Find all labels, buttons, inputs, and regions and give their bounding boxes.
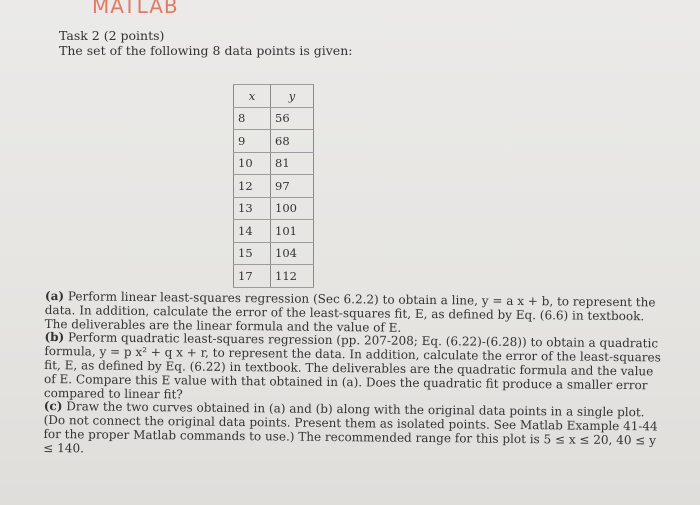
part-c-label: (c): [43, 399, 63, 414]
part-a-text: Perform linear least-squares regression (Sec 6.2.2) to obtain a line, y = a x + b, to represent the data. In addition, calculate the error of the least-squares fit, E, as defined by Eq. (6.6) in textbook. The deliverables are the linear formula and the value of E.: [44, 289, 656, 335]
table-row: [234, 220, 314, 243]
table-cell-x: 12: [234, 175, 271, 198]
table-cell-y: 81: [271, 152, 314, 175]
table-cell-y: 101: [271, 220, 314, 243]
table-cell-y: 97: [271, 175, 314, 198]
part-a-label: (a): [44, 289, 65, 304]
table-row: [234, 130, 314, 153]
table-cell-y: 100: [271, 197, 314, 220]
table-cell-x: 15: [234, 242, 271, 265]
data-table: [233, 84, 314, 288]
table-cell-x: 14: [234, 220, 271, 243]
part-c: [43, 400, 664, 462]
table-row: [234, 242, 314, 265]
table-row: [234, 197, 314, 220]
table-cell-y: 56: [271, 107, 314, 130]
part-b-text: Perform quadratic least-squares regression (pp. 207-208; Eq. (6.22)-(6.28)) to obtain a quadratic formula, y = p x² + q x + r, to represent the data. In addition, calculate the error of the least-squares fit, E, as defined by Eq. (6.22) in textbook. The deliverables are the quadratic formula and the value of E. Compare this E value with that obtained in (a). Does the quadratic fit produce a smaller error compared to linear fit?: [43, 330, 661, 402]
task-heading: Task 2 (2 points): [59, 28, 165, 43]
table-cell-x: 13: [234, 197, 271, 220]
table-cell-x: 10: [234, 152, 271, 175]
task-intro: The set of the following 8 data points is given:: [59, 43, 353, 58]
part-c-text: Draw the two curves obtained in (a) and (b) along with the original data points in a single plot. (Do not connect the original data points. Present them as isolated points. See Matlab Example 41-44 for the proper Matlab commands to use.) The recommended range for this plot is 5 ≤ x ≤ 20, 40 ≤ y ≤ 140.: [43, 399, 658, 456]
table-row: [234, 152, 314, 175]
handwritten-annotation: MATLAB: [92, 0, 179, 18]
table-cell-y: 104: [271, 242, 314, 265]
column-header-y: y: [271, 85, 314, 108]
table-header-row: [234, 85, 314, 108]
part-b-label: (b): [44, 330, 65, 345]
part-b: [44, 331, 665, 406]
table-cell-x: 8: [234, 107, 271, 130]
table-cell-x: 9: [234, 130, 271, 153]
table-row: [234, 265, 314, 288]
table-cell-x: 17: [234, 265, 271, 288]
table-row: [234, 107, 314, 130]
task-instructions: [43, 290, 665, 462]
table-cell-y: 112: [271, 265, 314, 288]
table-cell-y: 68: [271, 130, 314, 153]
table-row: [234, 175, 314, 198]
column-header-x: x: [234, 85, 271, 108]
